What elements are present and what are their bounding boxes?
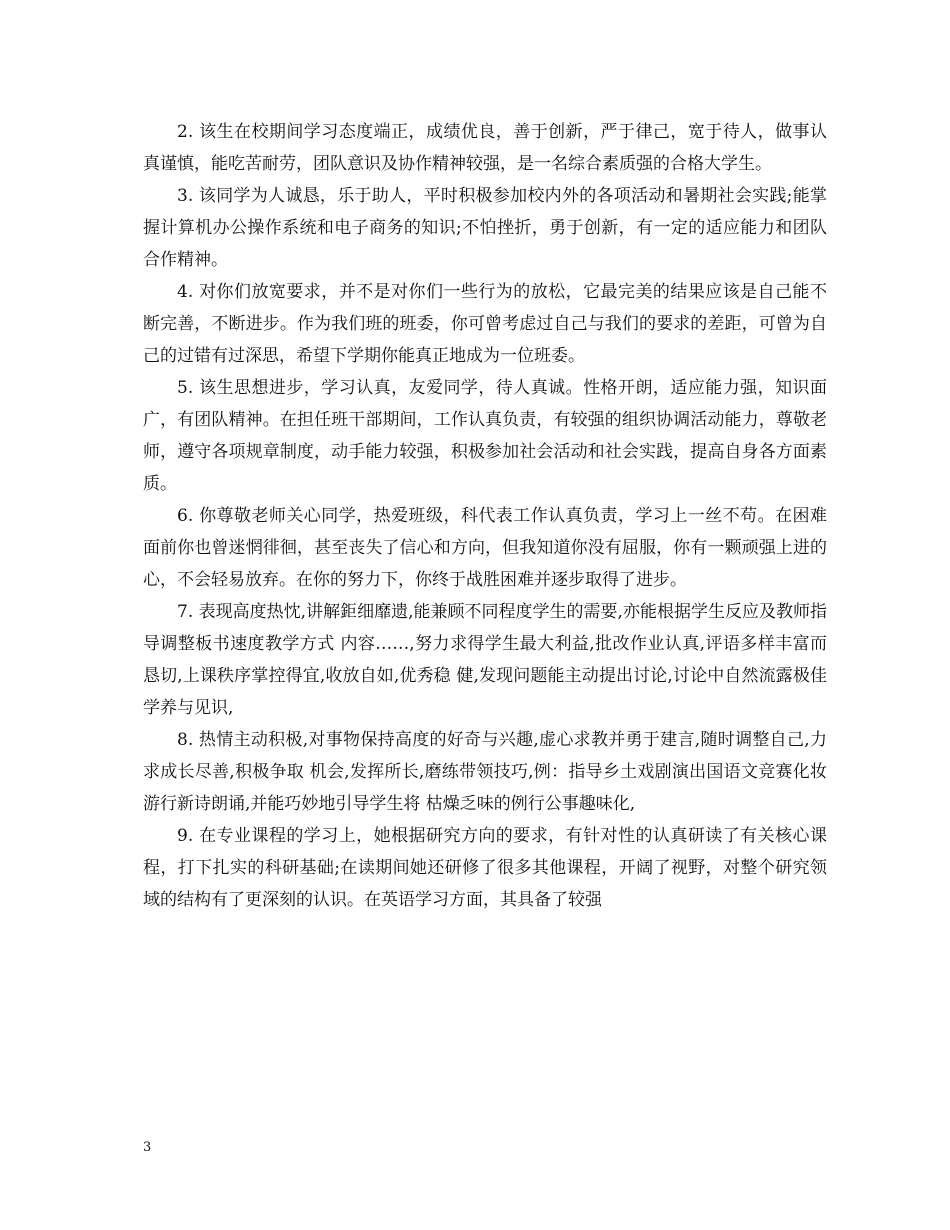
paragraph-4: 4. 对你们放宽要求，并不是对你们一些行为的放松，它最完美的结果应该是自己能不断完善，不断进步。作为我们班的班委，你可曾考虑过自己与我们的要求的差距，可曾为自己的过错有过深思，希望下学期你能真正地成为一位班委。	[143, 282, 827, 366]
paragraph-6: 6. 你尊敬老师关心同学，热爱班级，科代表工作认真负责，学习上一丝不苟。在困难面前你也曾迷惘徘徊，甚至丧失了信心和方向，但我知道你没有屈服，你有一颗顽强上进的心，不会轻易放弃。在你的努力下，你终于战胜困难并逐步取得了进步。	[143, 506, 827, 590]
paragraph-5: 5. 该生思想进步，学习认真，友爱同学，待人真诚。性格开朗，适应能力强，知识面广，有团队精神。在担任班干部期间，工作认真负责，有较强的组织协调活动能力，尊敬老师，遵守各项规章制度，动手能力较强，积极参加社会活动和社会实践，提高自身各方面素质。	[143, 378, 827, 494]
page-number: 3	[143, 1140, 152, 1155]
paragraph-8: 8. 热情主动积极,对事物保持高度的好奇与兴趣,虚心求教并勇于建言,随时调整自己,力求成长尽善,积极争取 机会,发挥所长,磨练带领技巧,例：指导乡土戏剧演出国语文竞赛化妆游行新诗朗诵,并能巧妙地引导学生将 枯燥乏味的例行公事趣味化,	[143, 730, 827, 814]
paragraph-2: 2. 该生在校期间学习态度端正，成绩优良，善于创新，严于律己，宽于待人，做事认真谨慎，能吃苦耐劳，团队意识及协作精神较强，是一名综合素质强的合格大学生。	[143, 122, 827, 174]
paragraph-3: 3. 该同学为人诚恳，乐于助人，平时积极参加校内外的各项活动和暑期社会实践;能掌握计算机办公操作系统和电子商务的知识;不怕挫折，勇于创新，有一定的适应能力和团队合作精神。	[143, 186, 827, 270]
paragraph-9: 9. 在专业课程的学习上，她根据研究方向的要求，有针对性的认真研读了有关核心课程，打下扎实的科研基础;在读期间她还研修了很多其他课程，开阔了视野，对整个研究领域的结构有了更深刻的认识。在英语学习方面，其具备了较强	[143, 826, 827, 910]
paragraph-7: 7. 表现高度热忱,讲解鉅细靡遗,能兼顾不同程度学生的需要,亦能根据学生反应及教师指导调整板书速度教学方式 内容……,努力求得学生最大利益,批改作业认真,评语多样丰富而恳切,上课秩序掌控得宜,收放自如,优秀稳 健,发现问题能主动提出讨论,讨论中自然流露极佳学养与见识,	[143, 602, 827, 718]
document-body	[143, 116, 827, 916]
